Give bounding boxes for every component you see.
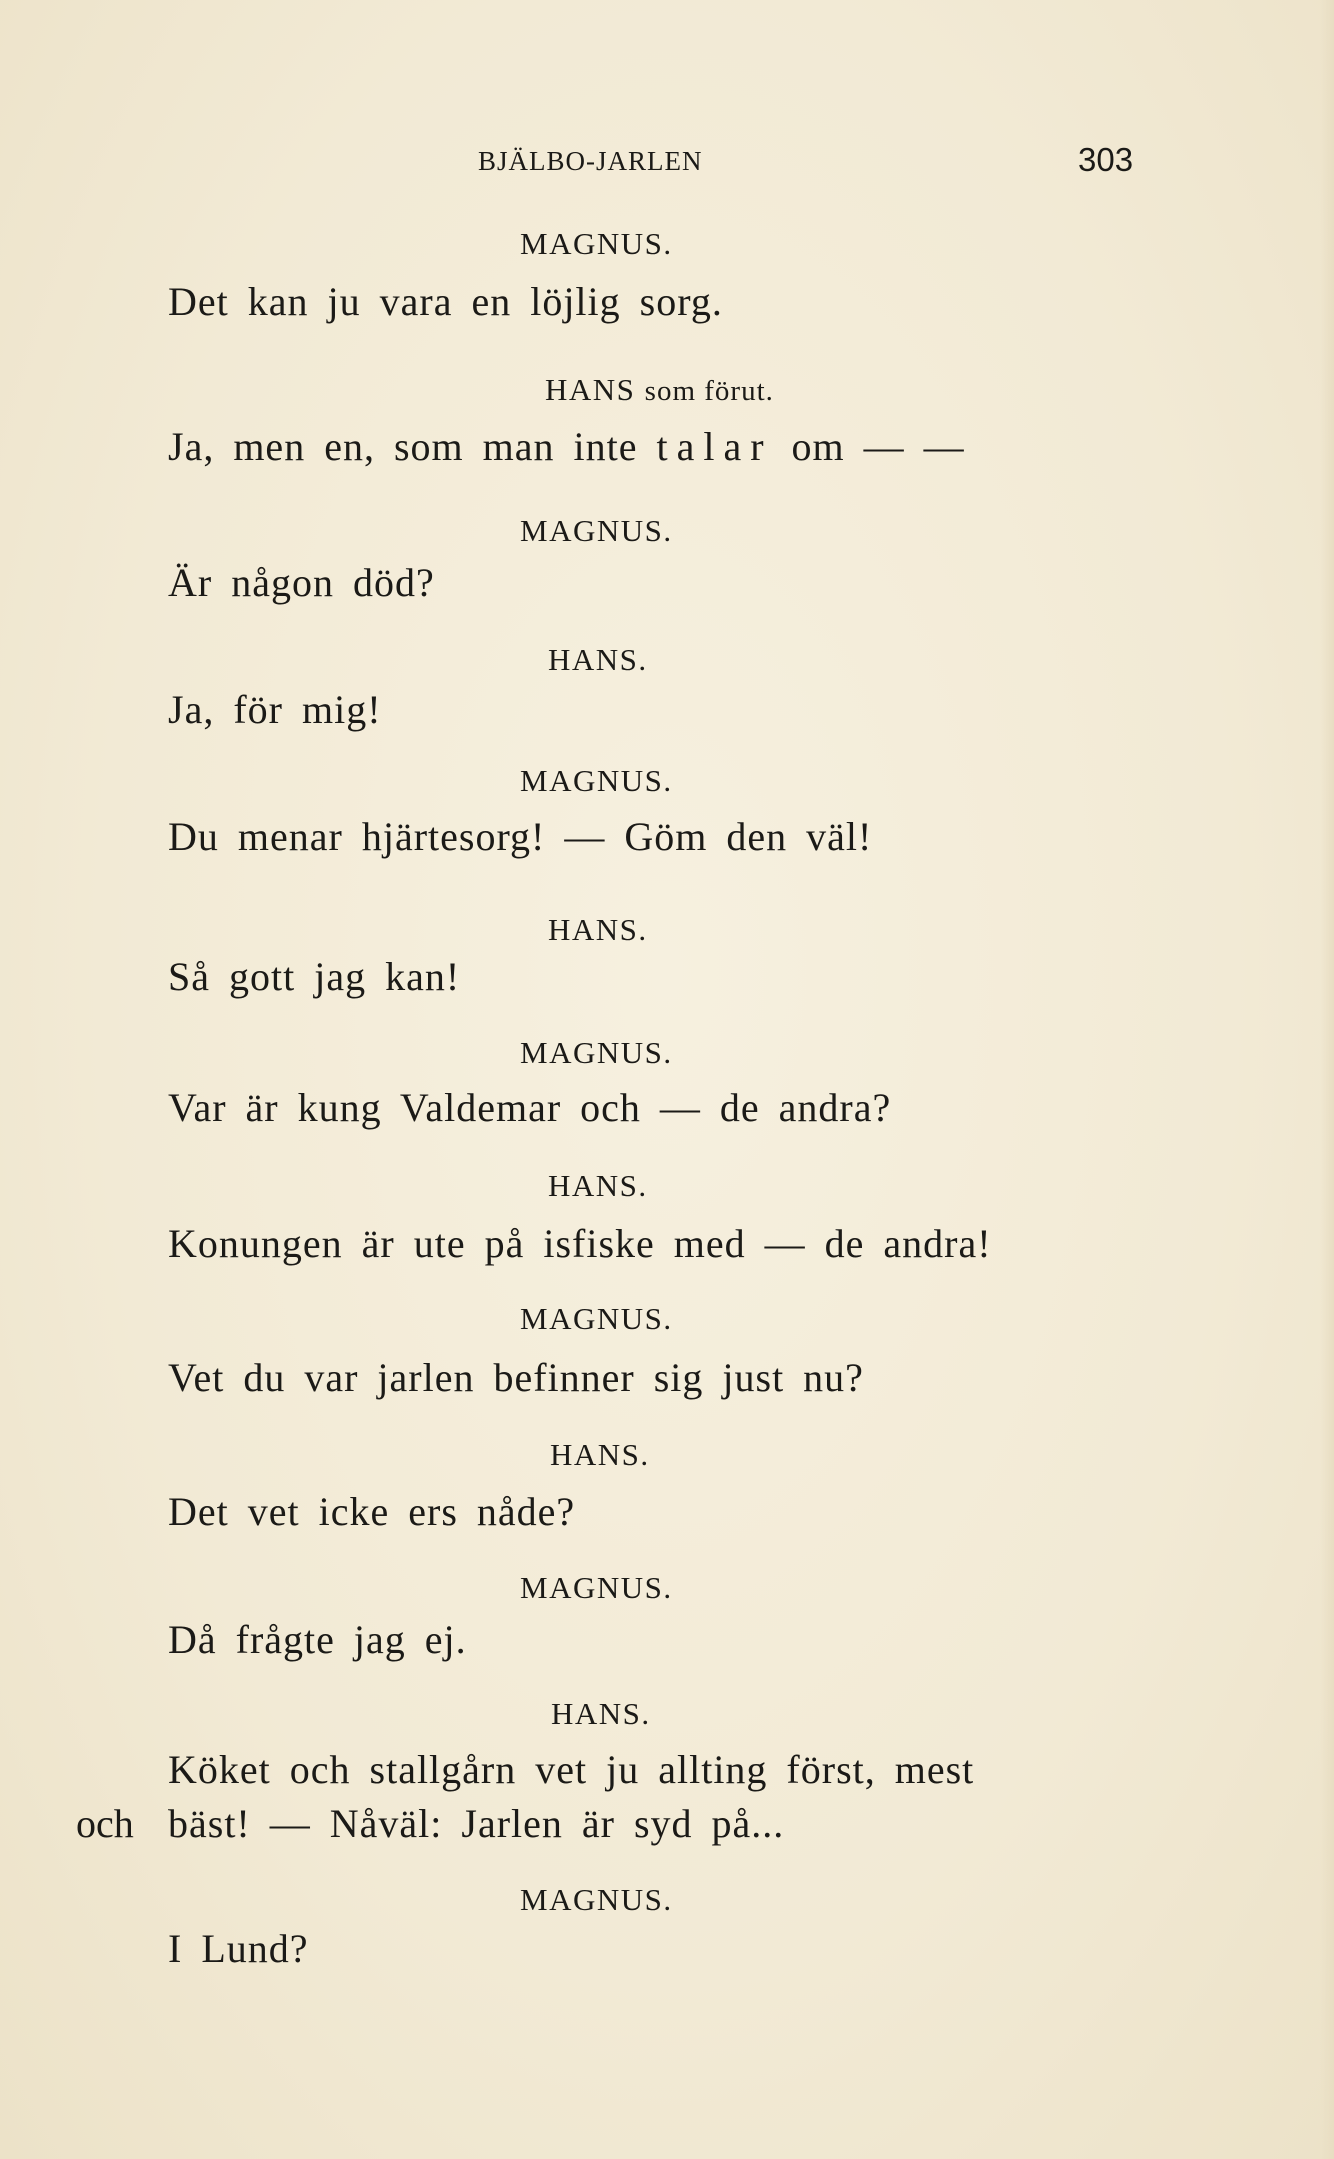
dialogue-line: Konungen är ute på isfiske med — de andra!: [168, 1221, 992, 1266]
speaker-name: MAGNUS.: [520, 513, 673, 548]
speaker-name: HANS.: [551, 1696, 651, 1731]
dialogue-line: Ja, för mig!: [168, 687, 382, 732]
page-number: 303: [1078, 141, 1134, 178]
line-text: Ja, men en, som man inte: [168, 424, 657, 469]
running-title: BJÄLBO-JARLEN: [478, 146, 703, 176]
speaker-name: MAGNUS.: [520, 1035, 673, 1070]
dialogue-line: Det vet icke ers nåde?: [168, 1489, 576, 1534]
margin-word: och: [76, 1801, 134, 1846]
line-text: om — —: [772, 424, 965, 469]
speaker-name-with-direction: [545, 372, 774, 408]
dialogue-line-continued: bäst! — Nåväl: Jarlen är syd på...: [168, 1801, 785, 1846]
dialogue-line: Vet du var jarlen befinner sig just nu?: [168, 1355, 864, 1400]
stage-direction: som förut.: [644, 375, 774, 407]
speaker-name: MAGNUS.: [520, 226, 673, 261]
dialogue-line: Är någon död?: [168, 560, 435, 605]
dialogue-line: Så gott jag kan!: [168, 954, 461, 999]
dialogue-line: Det kan ju vara en löjlig sorg.: [168, 279, 723, 324]
speaker-name: MAGNUS.: [520, 1882, 673, 1917]
emphasized-word: talar: [656, 424, 773, 469]
dialogue-line: Du menar hjärtesorg! — Göm den väl!: [168, 814, 873, 859]
speaker-name: HANS: [545, 372, 636, 407]
speaker-name: HANS.: [550, 1437, 650, 1472]
dialogue-line: Var är kung Valdemar och — de andra?: [168, 1085, 892, 1130]
dialogue-line: [168, 423, 965, 470]
speaker-name: HANS.: [548, 1168, 648, 1203]
speaker-name: MAGNUS.: [520, 763, 673, 798]
dialogue-line: Då frågte jag ej.: [168, 1617, 467, 1662]
page-edge-shadow: [1320, 0, 1334, 2159]
speaker-name: MAGNUS.: [520, 1301, 673, 1336]
dialogue-line: I Lund?: [168, 1926, 309, 1971]
speaker-name: HANS.: [548, 912, 648, 947]
speaker-name: HANS.: [548, 642, 648, 677]
speaker-name: MAGNUS.: [520, 1570, 673, 1605]
dialogue-line: Köket och stallgårn vet ju allting först, mest: [168, 1747, 975, 1792]
